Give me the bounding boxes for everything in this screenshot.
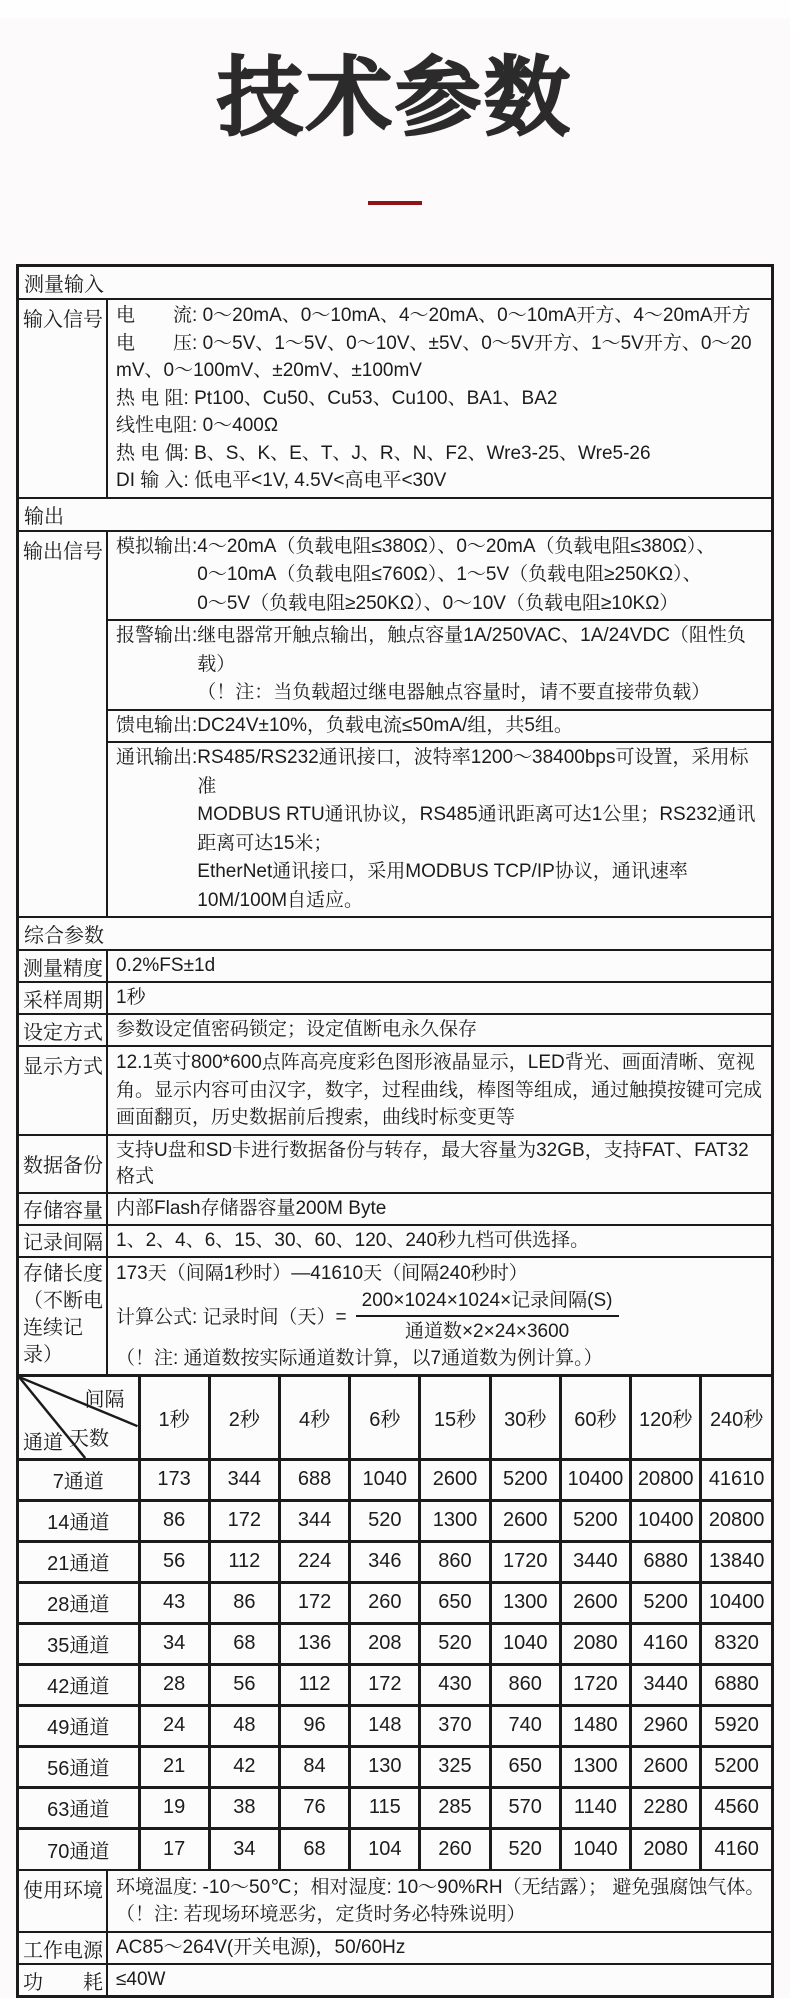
row-label-text: 输入信号 — [23, 309, 103, 331]
channel-label: 21通道 — [19, 1541, 139, 1582]
interval-column-header: 4秒 — [279, 1375, 349, 1459]
row-value: 1秒 — [116, 987, 146, 1008]
days-value: 20800 — [701, 1500, 771, 1541]
interval-column-header: 120秒 — [631, 1375, 701, 1459]
row-label — [19, 983, 108, 1013]
days-value: 2600 — [560, 1582, 630, 1623]
row-label-text: 工作电源 — [23, 1939, 103, 1962]
signal-type-value: 低电平<1V, 4.5V<高电平<30V — [194, 470, 447, 491]
general-row — [19, 1224, 771, 1256]
days-value: 1040 — [350, 1459, 420, 1500]
signal-type-label: 热 电 偶: — [116, 442, 195, 464]
days-value: 130 — [350, 1746, 420, 1787]
row-label-text: 输出信号 — [23, 540, 103, 563]
row-label — [19, 1015, 108, 1045]
output-value-line: 0～10mA（负载电阻≤760Ω）、1～5V（负载电阻≥250KΩ）、 — [197, 564, 702, 585]
corner-label-channel: 通道 — [23, 1431, 63, 1454]
storage-table-row — [19, 1664, 771, 1705]
days-value: 84 — [279, 1746, 349, 1787]
days-value: 3440 — [560, 1541, 630, 1582]
row-label — [19, 1258, 108, 1374]
general-row — [19, 1134, 771, 1192]
interval-column-header: 240秒 — [701, 1375, 771, 1459]
storage-table-row — [19, 1705, 771, 1746]
days-value: 34 — [139, 1623, 209, 1664]
days-value: 112 — [279, 1664, 349, 1705]
days-value: 43 — [139, 1582, 209, 1623]
days-value: 115 — [350, 1787, 420, 1828]
output-type-value — [197, 712, 765, 741]
output-value-line: RS485/RS232通讯接口，波特率1200～38400bps可设置，采用标准 — [197, 747, 749, 797]
interval-column-header: 2秒 — [209, 1375, 279, 1459]
row-value: 支持U盘和SD卡进行数据备份与转存，最大容量为32GB，支持FAT、FAT32格式 — [116, 1139, 749, 1187]
power-row — [19, 1931, 771, 1963]
section-header-text: 测量输入 — [24, 274, 104, 296]
days-value: 224 — [279, 1541, 349, 1582]
row-label — [19, 532, 108, 917]
row-label — [19, 1226, 108, 1256]
days-value: 6880 — [701, 1664, 771, 1705]
corner-label-interval: 间隔 — [84, 1388, 125, 1411]
days-value: 172 — [279, 1582, 349, 1623]
interval-column-header: 60秒 — [560, 1375, 630, 1459]
storage-length-content — [108, 1258, 771, 1374]
channel-label: 70通道 — [19, 1828, 139, 1869]
consumption-row — [19, 1963, 771, 1995]
days-value: 5200 — [490, 1459, 560, 1500]
row-label-text: 存储容量 — [23, 1200, 103, 1222]
environment-content — [108, 1871, 771, 1931]
section-header-text: 综合参数 — [24, 925, 104, 947]
channel-label: 14通道 — [19, 1500, 139, 1541]
days-value: 17 — [139, 1828, 209, 1869]
days-value: 4560 — [701, 1787, 771, 1828]
days-value: 96 — [279, 1705, 349, 1746]
title-accent-divider — [368, 201, 422, 205]
title-block — [0, 18, 790, 264]
output-signal-content — [108, 532, 771, 917]
corner-label-days: 天数 — [69, 1427, 109, 1450]
row-value: 参数设定值密码锁定；设定值断电永久保存 — [116, 1019, 478, 1040]
days-value: 10400 — [631, 1500, 701, 1541]
days-value: 2280 — [631, 1787, 701, 1828]
section-header-output — [19, 497, 771, 530]
days-value: 1720 — [560, 1664, 630, 1705]
days-value: 5200 — [701, 1746, 771, 1787]
output-type-label: 通讯输出: — [116, 747, 198, 768]
days-value: 8320 — [701, 1623, 771, 1664]
output-value-line: 0～5V（负载电阻≥250KΩ）、0～10V（负载电阻≥10KΩ） — [197, 592, 679, 614]
days-value: 1300 — [490, 1582, 560, 1623]
days-value: 68 — [279, 1828, 349, 1869]
days-value: 1040 — [560, 1828, 630, 1869]
days-value: 520 — [350, 1500, 420, 1541]
row-label — [19, 1933, 108, 1963]
days-value: 148 — [350, 1705, 420, 1746]
storage-formula — [116, 1288, 765, 1344]
section-header-measure-input — [19, 267, 771, 298]
formula-prefix: 计算公式: 记录时间（天）= — [116, 1307, 347, 1328]
interval-column-header: 6秒 — [350, 1375, 420, 1459]
output-value-line: MODBUS RTU通讯协议，RS485通讯距离可达1公里；RS232通讯距离可达15米； — [197, 804, 756, 854]
row-label-text: 使用环境 — [23, 1880, 103, 1902]
input-signal-content — [108, 300, 771, 497]
days-value: 173 — [139, 1459, 209, 1500]
output-value-line: 4～20mA（负载电阻≤380Ω）、0～20mA（负载电阻≤380Ω）、 — [197, 535, 716, 557]
row-label — [19, 300, 108, 497]
days-value: 740 — [490, 1705, 560, 1746]
input-signal-line — [116, 385, 765, 413]
input-signal-line — [116, 467, 765, 495]
interval-column-header: 30秒 — [490, 1375, 560, 1459]
input-signal-row — [19, 298, 771, 497]
signal-type-label: 电 压: — [116, 332, 203, 354]
row-label-text: 采样周期 — [23, 989, 103, 1012]
output-type-value — [197, 533, 765, 619]
days-value: 6880 — [631, 1541, 701, 1582]
output-subrow — [108, 709, 771, 742]
storage-note-text: （！注: 通道数按实际通道数计算，以7通道数为例计算。） — [116, 1347, 603, 1369]
output-value-line: （！注：当负载超过继电器触点容量时，请不要直接带负载） — [197, 682, 711, 703]
storage-table-corner-cell — [19, 1375, 139, 1459]
power-value: AC85～264V(开关电源)，50/60Hz — [116, 1937, 406, 1958]
row-label — [19, 951, 108, 981]
days-value: 136 — [279, 1623, 349, 1664]
storage-table-row — [19, 1541, 771, 1582]
interval-column-header: 15秒 — [420, 1375, 490, 1459]
input-signal-line — [116, 330, 765, 385]
storage-label-line: 存储长度 — [23, 1262, 103, 1285]
days-value: 24 — [139, 1705, 209, 1746]
days-value: 1480 — [560, 1705, 630, 1746]
days-value: 86 — [139, 1500, 209, 1541]
signal-type-label: 线性电阻: — [116, 415, 203, 436]
signal-type-value: B、S、K、E、T、J、R、N、F2、Wre3-25、Wre5-26 — [194, 442, 651, 464]
row-label-text: 数据备份 — [23, 1155, 103, 1177]
signal-type-label: 热 电 阻: — [116, 387, 195, 409]
spec-sheet — [16, 264, 774, 1998]
days-value: 48 — [209, 1705, 279, 1746]
storage-label-line: （不断电 — [23, 1289, 103, 1312]
days-value: 76 — [279, 1787, 349, 1828]
row-label — [19, 1965, 108, 1995]
signal-type-value: 0～400Ω — [202, 415, 279, 436]
row-label-text: 设定方式 — [23, 1021, 103, 1044]
row-label-text: 功 耗 — [23, 1971, 103, 1994]
days-value: 13840 — [701, 1541, 771, 1582]
row-label — [19, 1871, 108, 1931]
days-value: 346 — [350, 1541, 420, 1582]
general-row — [19, 981, 771, 1013]
days-value: 285 — [420, 1787, 490, 1828]
input-signal-line — [116, 412, 765, 440]
row-value: 内部Flash存储器容量200M Byte — [116, 1197, 387, 1219]
days-value: 1300 — [420, 1500, 490, 1541]
days-value: 41610 — [701, 1459, 771, 1500]
row-label — [19, 1194, 108, 1224]
days-value: 520 — [420, 1623, 490, 1664]
days-value: 104 — [350, 1828, 420, 1869]
row-value: 1、2、4、6、15、30、60、120、240秒九档可供选择。 — [116, 1229, 590, 1251]
channel-label: 7通道 — [19, 1459, 139, 1500]
row-value: 0.2%FS±1d — [116, 955, 216, 976]
storage-table-row — [19, 1623, 771, 1664]
days-value: 56 — [139, 1541, 209, 1582]
row-label-text: 显示方式 — [23, 1056, 103, 1078]
days-value: 260 — [420, 1828, 490, 1869]
storage-table-row — [19, 1582, 771, 1623]
output-subrow — [108, 532, 771, 620]
days-value: 260 — [350, 1582, 420, 1623]
days-value: 34 — [209, 1828, 279, 1869]
days-value: 370 — [420, 1705, 490, 1746]
days-value: 1720 — [490, 1541, 560, 1582]
top-strip — [0, 0, 790, 18]
signal-type-label: 电 流: — [116, 305, 203, 326]
general-row — [19, 1013, 771, 1045]
days-value: 20800 — [631, 1459, 701, 1500]
days-value: 4160 — [701, 1828, 771, 1869]
days-value: 21 — [139, 1746, 209, 1787]
days-value: 430 — [420, 1664, 490, 1705]
environment-note: （！注: 若现场环境恶劣，定货时务必特殊说明） — [116, 1904, 526, 1925]
row-label — [19, 1136, 108, 1192]
section-header-general — [19, 916, 771, 949]
row-label-text: 测量精度 — [23, 957, 103, 980]
days-value: 2080 — [560, 1623, 630, 1664]
days-value: 10400 — [560, 1459, 630, 1500]
days-value: 650 — [420, 1582, 490, 1623]
formula-fraction — [356, 1288, 619, 1344]
general-rows — [19, 949, 771, 1256]
general-row — [19, 949, 771, 981]
days-value: 1040 — [490, 1623, 560, 1664]
fraction-denominator: 通道数×2×24×3600 — [404, 1320, 570, 1342]
consumption-value: ≤40W — [116, 1969, 166, 1990]
interval-column-header: 1秒 — [139, 1375, 209, 1459]
channel-label: 49通道 — [19, 1705, 139, 1746]
days-value: 112 — [209, 1541, 279, 1582]
fraction-numerator: 200×1024×1024×记录间隔(S) — [356, 1288, 619, 1317]
input-signal-line — [116, 302, 765, 330]
days-value: 208 — [350, 1623, 420, 1664]
row-value: 12.1英寸800*600点阵高亮度彩色图形液晶显示，LED背光、画面清晰、宽视角。显示内容可由汉字，数字，过程曲线，棒图等组成，通过触摸按键可完成画面翻页，历史数据前后搜索，曲线时标变更等 — [116, 1052, 763, 1128]
output-subrow — [108, 619, 771, 709]
days-value: 172 — [209, 1500, 279, 1541]
general-row — [19, 1045, 771, 1134]
output-type-label: 报警输出: — [116, 625, 198, 646]
channel-label: 63通道 — [19, 1787, 139, 1828]
output-type-value — [197, 744, 765, 915]
input-signal-line — [116, 440, 765, 468]
days-value: 86 — [209, 1582, 279, 1623]
days-value: 5920 — [701, 1705, 771, 1746]
output-type-label: 模拟输出: — [116, 535, 198, 557]
days-value: 1300 — [560, 1746, 630, 1787]
output-value-line: DC24V±10%，负载电流≤50mA/组，共5组。 — [197, 714, 573, 736]
channel-label: 28通道 — [19, 1582, 139, 1623]
days-value: 38 — [209, 1787, 279, 1828]
output-subrow — [108, 741, 771, 916]
storage-length-row — [19, 1256, 771, 1374]
days-value: 325 — [420, 1746, 490, 1787]
signal-type-value: 0～20mA、0～10mA、4～20mA、0～10mA开方、4～20mA开方 — [202, 305, 751, 326]
days-value: 1140 — [560, 1787, 630, 1828]
general-row — [19, 1192, 771, 1224]
days-value: 2960 — [631, 1705, 701, 1746]
storage-table-row — [19, 1828, 771, 1869]
signal-type-value: 0～5V、1～5V、0～10V、±5V、0～5V开方、1～5V开方、0～20 mV、0～100mV、±20mV、±100mV — [116, 332, 752, 381]
days-value: 650 — [490, 1746, 560, 1787]
days-value: 2600 — [420, 1459, 490, 1500]
days-value: 172 — [350, 1664, 420, 1705]
days-value: 860 — [420, 1541, 490, 1582]
storage-table-row — [19, 1500, 771, 1541]
storage-table-row — [19, 1787, 771, 1828]
days-value: 570 — [490, 1787, 560, 1828]
days-value: 5200 — [631, 1582, 701, 1623]
days-value: 344 — [209, 1459, 279, 1500]
days-value: 68 — [209, 1623, 279, 1664]
days-value: 28 — [139, 1664, 209, 1705]
section-header-text: 输出 — [24, 505, 64, 528]
days-value: 42 — [209, 1746, 279, 1787]
days-value: 3440 — [631, 1664, 701, 1705]
signal-type-label: DI 输 入: — [116, 470, 195, 491]
channel-label: 42通道 — [19, 1664, 139, 1705]
days-value: 2600 — [631, 1746, 701, 1787]
days-value: 5200 — [560, 1500, 630, 1541]
output-type-label: 馈电输出: — [116, 714, 198, 736]
storage-days-table — [19, 1374, 771, 1870]
days-value: 688 — [279, 1459, 349, 1500]
output-value-line: 继电器常开触点输出，触点容量1A/250VAC、1A/24VDC（阻性负载） — [197, 625, 746, 675]
storage-table-row — [19, 1746, 771, 1787]
days-value: 344 — [279, 1500, 349, 1541]
environment-row — [19, 1869, 771, 1931]
channel-label: 35通道 — [19, 1623, 139, 1664]
output-value-line: EtherNet通讯接口，采用MODBUS TCP/IP协议，通讯速率10M/100M自适应。 — [197, 861, 688, 911]
days-value: 10400 — [701, 1582, 771, 1623]
environment-line: 环境温度: -10～50℃；相对湿度: 10～90%RH（无结露）； 避免强腐蚀气体。 — [116, 1877, 765, 1898]
storage-range-text: 173天（间隔1秒时）—41610天（间隔240秒时） — [116, 1262, 528, 1284]
days-value: 4160 — [631, 1623, 701, 1664]
signal-type-value: Pt100、Cu50、Cu53、Cu100、BA1、BA2 — [194, 387, 558, 409]
row-label — [19, 1047, 108, 1134]
storage-table-header-row — [19, 1375, 771, 1459]
output-signal-row — [19, 530, 771, 917]
days-value: 56 — [209, 1664, 279, 1705]
days-value: 2080 — [631, 1828, 701, 1869]
channel-label: 56通道 — [19, 1746, 139, 1787]
output-type-value — [197, 622, 765, 708]
storage-table-row — [19, 1459, 771, 1500]
page-title: 技术参数 — [217, 50, 573, 146]
days-value: 19 — [139, 1787, 209, 1828]
days-value: 2600 — [490, 1500, 560, 1541]
days-value: 860 — [490, 1664, 560, 1705]
storage-label-line: 连续记录） — [23, 1316, 83, 1366]
days-value: 520 — [490, 1828, 560, 1869]
row-label-text: 记录间隔 — [23, 1232, 103, 1254]
storage-length-label — [23, 1261, 106, 1369]
